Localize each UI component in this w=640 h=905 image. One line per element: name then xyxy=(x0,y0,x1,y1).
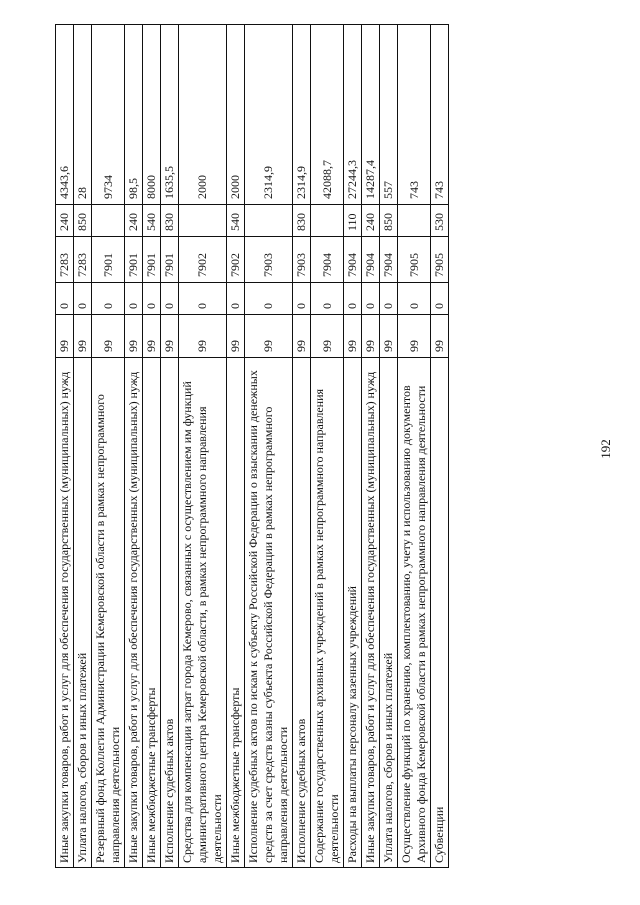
row-name-cell: Уплата налогов, сборов и иных платежей xyxy=(380,358,398,868)
target-code-cell: 7901 xyxy=(161,237,179,283)
amount-cell: 743 xyxy=(431,25,449,205)
expense-type-cell xyxy=(398,205,431,237)
table-row xyxy=(293,25,311,868)
subsection-code-cell: 0 xyxy=(179,283,227,315)
target-code-cell: 7901 xyxy=(92,237,125,283)
expense-type-cell: 830 xyxy=(293,205,311,237)
row-name-cell: Исполнение судебных актов по искам к субъекту Российской Федерации о взыскании денежных средств за счет средств казны субъекта Российской Федерации в рамках непрограммного направления деятельности xyxy=(245,358,293,868)
section-code-cell: 99 xyxy=(74,315,92,358)
section-code-cell: 99 xyxy=(362,315,380,358)
subsection-code-cell: 0 xyxy=(161,283,179,315)
amount-cell: 14287,4 xyxy=(362,25,380,205)
budget-table-body xyxy=(56,25,449,868)
row-name-cell: Исполнение судебных актов xyxy=(161,358,179,868)
row-name-cell: Средства для компенсации затрат города Кемерово, связанных с осуществлением им функций административного центра Кемеровской области, в рамках непрограммного направления деятельности xyxy=(179,358,227,868)
table-row xyxy=(398,25,431,868)
section-code-cell: 99 xyxy=(179,315,227,358)
target-code-cell: 7283 xyxy=(56,237,74,283)
subsection-code-cell: 0 xyxy=(227,283,245,315)
target-code-cell: 7901 xyxy=(125,237,143,283)
amount-cell: 28 xyxy=(74,25,92,205)
target-code-cell: 7904 xyxy=(344,237,362,283)
target-code-cell: 7904 xyxy=(362,237,380,283)
target-code-cell: 7903 xyxy=(245,237,293,283)
expense-type-cell: 850 xyxy=(74,205,92,237)
target-code-cell: 7905 xyxy=(431,237,449,283)
table-row xyxy=(344,25,362,868)
row-name-cell: Субвенции xyxy=(431,358,449,868)
table-row xyxy=(92,25,125,868)
section-code-cell: 99 xyxy=(56,315,74,358)
table-row xyxy=(311,25,344,868)
target-code-cell: 7283 xyxy=(74,237,92,283)
target-code-cell: 7902 xyxy=(227,237,245,283)
section-code-cell: 99 xyxy=(311,315,344,358)
amount-cell: 27244,3 xyxy=(344,25,362,205)
expense-type-cell: 850 xyxy=(380,205,398,237)
row-name-cell: Исполнение судебных актов xyxy=(293,358,311,868)
target-code-cell: 7902 xyxy=(179,237,227,283)
section-code-cell: 99 xyxy=(380,315,398,358)
row-name-cell: Резервный фонд Коллегии Администрации Кемеровской области в рамках непрограммного направления деятельности xyxy=(92,358,125,868)
subsection-code-cell: 0 xyxy=(293,283,311,315)
subsection-code-cell: 0 xyxy=(143,283,161,315)
subsection-code-cell: 0 xyxy=(56,283,74,315)
section-code-cell: 99 xyxy=(245,315,293,358)
table-row xyxy=(380,25,398,868)
amount-cell: 2314,9 xyxy=(293,25,311,205)
table-row xyxy=(227,25,245,868)
amount-cell: 42088,7 xyxy=(311,25,344,205)
amount-cell: 743 xyxy=(398,25,431,205)
expense-type-cell: 240 xyxy=(56,205,74,237)
subsection-code-cell: 0 xyxy=(245,283,293,315)
table-row xyxy=(143,25,161,868)
section-code-cell: 99 xyxy=(398,315,431,358)
amount-cell: 2000 xyxy=(179,25,227,205)
subsection-code-cell: 0 xyxy=(344,283,362,315)
table-row xyxy=(161,25,179,868)
table-row xyxy=(56,25,74,868)
target-code-cell: 7904 xyxy=(311,237,344,283)
expense-type-cell: 110 xyxy=(344,205,362,237)
row-name-cell: Иные закупки товаров, работ и услуг для обеспечения государственных (муниципальных) нужд xyxy=(56,358,74,868)
expense-type-cell: 830 xyxy=(161,205,179,237)
target-code-cell: 7903 xyxy=(293,237,311,283)
row-name-cell: Иные межбюджетные трансферты xyxy=(227,358,245,868)
subsection-code-cell: 0 xyxy=(74,283,92,315)
expense-type-cell: 540 xyxy=(143,205,161,237)
target-code-cell: 7904 xyxy=(380,237,398,283)
subsection-code-cell: 0 xyxy=(92,283,125,315)
row-name-cell: Содержание государственных архивных учреждений в рамках непрограммного направления деятельности xyxy=(311,358,344,868)
amount-cell: 4343,6 xyxy=(56,25,74,205)
section-code-cell: 99 xyxy=(92,315,125,358)
amount-cell: 2000 xyxy=(227,25,245,205)
target-code-cell: 7905 xyxy=(398,237,431,283)
page-number: 192 xyxy=(598,439,613,459)
subsection-code-cell: 0 xyxy=(431,283,449,315)
table-row xyxy=(125,25,143,868)
row-name-cell: Осуществление функций по хранению, комплектованию, учету и использованию документов Архивного фонда Кемеровской области в рамках непрограммного направления деятельности xyxy=(398,358,431,868)
amount-cell: 98,5 xyxy=(125,25,143,205)
amount-cell: 1635,5 xyxy=(161,25,179,205)
amount-cell: 2314,9 xyxy=(245,25,293,205)
expense-type-cell xyxy=(92,205,125,237)
expense-type-cell xyxy=(311,205,344,237)
row-name-cell: Иные закупки товаров, работ и услуг для обеспечения государственных (муниципальных) нужд xyxy=(125,358,143,868)
amount-cell: 9734 xyxy=(92,25,125,205)
subsection-code-cell: 0 xyxy=(311,283,344,315)
row-name-cell: Иные межбюджетные трансферты xyxy=(143,358,161,868)
expense-type-cell: 530 xyxy=(431,205,449,237)
amount-cell: 557 xyxy=(380,25,398,205)
row-name-cell: Иные закупки товаров, работ и услуг для обеспечения государственных (муниципальных) нужд xyxy=(362,358,380,868)
section-code-cell: 99 xyxy=(143,315,161,358)
section-code-cell: 99 xyxy=(227,315,245,358)
table-row xyxy=(179,25,227,868)
amount-cell: 8000 xyxy=(143,25,161,205)
expense-type-cell: 240 xyxy=(362,205,380,237)
subsection-code-cell: 0 xyxy=(125,283,143,315)
expense-type-cell xyxy=(245,205,293,237)
section-code-cell: 99 xyxy=(431,315,449,358)
target-code-cell: 7901 xyxy=(143,237,161,283)
table-row xyxy=(74,25,92,868)
row-name-cell: Уплата налогов, сборов и иных платежей xyxy=(74,358,92,868)
table-row xyxy=(431,25,449,868)
subsection-code-cell: 0 xyxy=(398,283,431,315)
budget-table-container xyxy=(55,25,449,868)
section-code-cell: 99 xyxy=(161,315,179,358)
expense-type-cell xyxy=(179,205,227,237)
subsection-code-cell: 0 xyxy=(362,283,380,315)
section-code-cell: 99 xyxy=(344,315,362,358)
subsection-code-cell: 0 xyxy=(380,283,398,315)
table-row xyxy=(245,25,293,868)
section-code-cell: 99 xyxy=(125,315,143,358)
budget-table xyxy=(55,24,449,868)
table-row xyxy=(362,25,380,868)
section-code-cell: 99 xyxy=(293,315,311,358)
expense-type-cell: 240 xyxy=(125,205,143,237)
expense-type-cell: 540 xyxy=(227,205,245,237)
row-name-cell: Расходы на выплаты персоналу казенных учреждений xyxy=(344,358,362,868)
